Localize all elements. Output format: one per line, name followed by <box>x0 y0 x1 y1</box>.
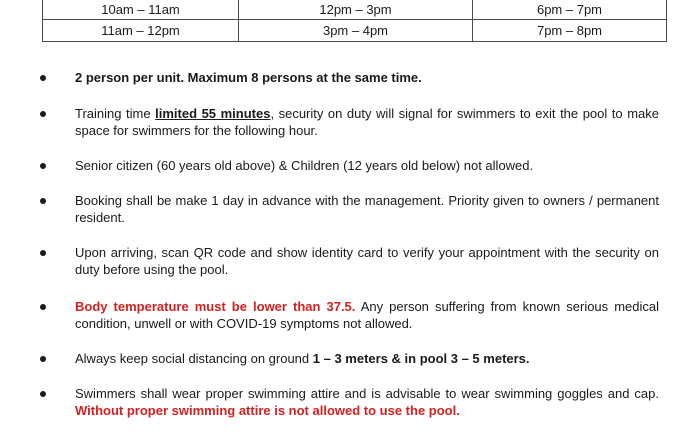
bullet-icon <box>40 111 46 117</box>
rule-text: Senior citizen (60 years old above) & Children (12 years old below) not allowed. <box>75 158 534 173</box>
bullet-icon <box>40 356 46 362</box>
schedule-table <box>42 0 663 42</box>
schedule-cell: 7pm – 8pm <box>473 20 667 42</box>
bullet-icon <box>40 163 46 169</box>
schedule-row <box>43 20 667 42</box>
bullet-icon <box>40 250 46 256</box>
schedule-cell: 12pm – 3pm <box>239 0 473 20</box>
rule-text: Upon arriving, scan QR code and show identity card to verify your appointment with the security on duty before using the pool. <box>75 245 659 277</box>
bullet-icon <box>40 75 46 81</box>
rule-text: Always keep social distancing on ground 1 – 3 meters & in pool 3 – 5 meters. <box>75 351 530 366</box>
schedule-cell: 11am – 12pm <box>43 20 239 42</box>
bullet-icon <box>40 198 46 204</box>
rule-text: Booking shall be make 1 day in advance with the management. Priority given to owners / permanent resident. <box>75 193 659 225</box>
rule-text: 2 person per unit. Maximum 8 persons at the same time. <box>75 70 422 85</box>
bullet-icon <box>40 391 46 397</box>
schedule-cell: 6pm – 7pm <box>473 0 667 20</box>
rule-text: Swimmers shall wear proper swimming attire and is advisable to wear swimming goggles and cap. Without proper swimming attire is not allowed to use the pool. <box>75 386 659 418</box>
schedule-cell: 10am – 11am <box>43 0 239 20</box>
bullet-icon <box>40 304 46 310</box>
schedule-row <box>43 0 667 20</box>
rule-text: Training time limited 55 minutes, security on duty will signal for swimmers to exit the pool to make space for swimmers for the following hour. <box>75 106 659 138</box>
schedule-cell: 3pm – 4pm <box>239 20 473 42</box>
rule-text: Body temperature must be lower than 37.5. Any person suffering from known serious medical condition, unwell or with COVID-19 symptoms not allowed. <box>75 299 659 331</box>
